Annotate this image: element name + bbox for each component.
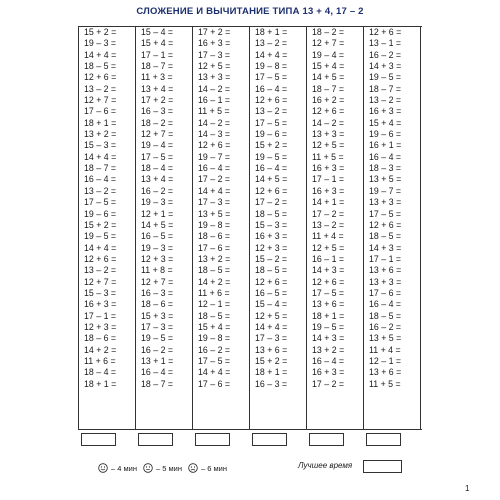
- exercise-item: 13 + 3 =: [198, 72, 231, 83]
- exercise-item: 18 – 3 =: [369, 163, 402, 174]
- exercise-item: 18 – 5 =: [255, 208, 288, 219]
- exercise-item: 17 – 5 =: [198, 355, 231, 366]
- exercise-item: 12 + 1 =: [141, 208, 174, 219]
- exercise-column: [136, 27, 193, 429]
- exercise-item: 19 – 7 =: [198, 151, 231, 162]
- exercise-item: 15 + 4 =: [141, 38, 174, 49]
- exercise-item: 16 – 4 =: [369, 151, 402, 162]
- exercise-item: 12 + 7 =: [84, 95, 117, 106]
- page-title: СЛОЖЕНИЕ И ВЫЧИТАНИЕ ТИПА 13 + 4, 17 – 2: [136, 6, 364, 17]
- exercise-item: 19 – 3 =: [141, 197, 174, 208]
- exercise-item: 15 + 4 =: [312, 61, 345, 72]
- exercise-item: 11 + 6 =: [84, 355, 116, 366]
- exercise-item: 12 + 6 =: [369, 219, 402, 230]
- exercise-item: 18 + 1 =: [84, 117, 117, 128]
- exercise-item: 18 – 7 =: [141, 378, 174, 389]
- time-box[interactable]: [309, 433, 344, 446]
- exercise-item: 12 + 7 =: [312, 38, 345, 49]
- exercise-item: 11 + 6 =: [198, 287, 230, 298]
- exercise-item: 12 + 3 =: [141, 253, 174, 264]
- exercise-item: 15 + 2 =: [255, 355, 288, 366]
- legend-item-fast: [98, 463, 137, 473]
- exercise-item: 11 + 4 =: [312, 231, 344, 242]
- exercise-item: 16 – 3 =: [255, 378, 288, 389]
- exercise-grid: [78, 26, 422, 430]
- exercise-item: 16 + 3 =: [198, 38, 231, 49]
- exercise-item: 12 + 5 =: [255, 310, 288, 321]
- legend-item-medium: [143, 463, 182, 473]
- exercise-item: 13 + 1 =: [141, 355, 174, 366]
- exercise-item: 14 + 4 =: [84, 242, 117, 253]
- exercise-column: [193, 27, 250, 429]
- exercise-item: 16 + 3 =: [312, 185, 345, 196]
- exercise-item: 11 + 4 =: [369, 344, 401, 355]
- exercise-item: 19 – 5 =: [84, 231, 117, 242]
- exercise-item: 14 – 2 =: [312, 117, 345, 128]
- exercise-item: 13 + 5 =: [369, 333, 402, 344]
- exercise-item: 16 – 4 =: [198, 163, 231, 174]
- exercise-item: 16 – 2 =: [369, 321, 402, 332]
- exercise-item: 19 – 5 =: [369, 72, 402, 83]
- exercise-item: 17 – 3 =: [198, 197, 231, 208]
- exercise-column: [79, 27, 136, 429]
- exercise-item: 13 – 1 =: [369, 38, 402, 49]
- exercise-item: 12 – 1 =: [198, 299, 231, 310]
- exercise-item: 19 – 3 =: [141, 242, 174, 253]
- page-number: 1: [465, 484, 470, 493]
- exercise-item: 12 + 7 =: [84, 276, 117, 287]
- exercise-item: 17 – 1 =: [369, 253, 402, 264]
- exercise-item: 13 + 6 =: [312, 299, 345, 310]
- exercise-item: 18 + 1 =: [312, 310, 345, 321]
- exercise-item: 19 – 7 =: [369, 185, 402, 196]
- exercise-item: 15 – 4 =: [141, 27, 174, 37]
- exercise-item: 15 + 3 =: [141, 310, 174, 321]
- exercise-item: 14 + 2 =: [198, 276, 231, 287]
- exercise-item: 16 + 3 =: [84, 299, 117, 310]
- exercise-item: 14 + 4 =: [198, 367, 231, 378]
- exercise-item: 19 – 6 =: [369, 129, 402, 140]
- exercise-item: 15 + 4 =: [369, 117, 402, 128]
- exercise-item: 16 – 4 =: [255, 163, 288, 174]
- exercise-item: 18 – 4 =: [84, 367, 117, 378]
- answer-boxes: [78, 433, 422, 447]
- exercise-item: 16 – 2 =: [369, 49, 402, 60]
- exercise-item: 18 – 4 =: [141, 163, 174, 174]
- exercise-item: 13 – 2 =: [84, 83, 117, 94]
- exercise-item: 18 – 5 =: [198, 265, 231, 276]
- exercise-item: 15 – 3 =: [84, 287, 117, 298]
- exercise-column: [307, 27, 364, 429]
- exercise-item: 15 + 2 =: [255, 140, 288, 151]
- exercise-item: 16 – 2 =: [141, 344, 174, 355]
- exercise-item: 14 + 3 =: [312, 333, 345, 344]
- exercise-item: 15 + 2 =: [84, 219, 117, 230]
- exercise-item: 12 + 6 =: [255, 185, 288, 196]
- exercise-item: 12 + 5 =: [198, 61, 231, 72]
- exercise-item: 18 – 5 =: [369, 310, 402, 321]
- exercise-item: 19 – 5 =: [141, 333, 174, 344]
- exercise-item: 12 + 6 =: [255, 95, 288, 106]
- exercise-item: 16 – 4 =: [312, 355, 345, 366]
- exercise-item: 18 – 7 =: [312, 83, 345, 94]
- exercise-item: 13 + 4 =: [141, 83, 174, 94]
- exercise-item: 17 – 6 =: [198, 242, 231, 253]
- exercise-item: 15 – 2 =: [255, 253, 288, 264]
- exercise-item: 13 + 5 =: [198, 208, 231, 219]
- exercise-item: 16 – 3 =: [141, 106, 174, 117]
- exercise-item: 17 – 1 =: [84, 310, 117, 321]
- time-box[interactable]: [195, 433, 230, 446]
- exercise-item: 13 + 3 =: [312, 129, 345, 140]
- exercise-item: 14 + 1 =: [312, 197, 345, 208]
- exercise-item: 17 – 1 =: [312, 174, 345, 185]
- exercise-item: 16 – 3 =: [141, 287, 174, 298]
- exercise-item: 13 + 2 =: [312, 344, 345, 355]
- exercise-item: 16 – 2 =: [198, 344, 231, 355]
- sad-face-icon: [188, 463, 198, 473]
- exercise-item: 13 – 2 =: [255, 38, 288, 49]
- exercise-item: 19 – 8 =: [198, 333, 231, 344]
- exercise-item: 18 – 6 =: [198, 231, 231, 242]
- exercise-item: 14 + 3 =: [369, 242, 402, 253]
- exercise-item: 18 – 7 =: [141, 61, 174, 72]
- exercise-item: 18 + 1 =: [255, 367, 288, 378]
- best-time-box[interactable]: [363, 460, 402, 473]
- exercise-item: 16 – 1 =: [198, 95, 231, 106]
- exercise-item: 14 – 3 =: [198, 129, 231, 140]
- exercise-item: 16 + 3 =: [369, 106, 402, 117]
- exercise-item: 19 – 5 =: [255, 151, 288, 162]
- exercise-item: 18 – 2 =: [312, 27, 345, 37]
- exercise-item: 14 + 4 =: [255, 49, 288, 60]
- exercise-item: 17 – 2 =: [255, 197, 288, 208]
- exercise-item: 14 + 5 =: [141, 219, 174, 230]
- exercise-item: 12 + 6 =: [198, 140, 231, 151]
- exercise-item: 12 + 5 =: [312, 242, 345, 253]
- best-time-label: Лучшее время: [298, 461, 353, 470]
- exercise-item: 17 – 5 =: [369, 208, 402, 219]
- exercise-item: 16 – 4 =: [141, 367, 174, 378]
- exercise-item: 16 + 2 =: [312, 95, 345, 106]
- exercise-item: 17 – 5 =: [84, 197, 117, 208]
- legend-label-medium: – 5 мин: [156, 463, 182, 473]
- exercise-item: 13 – 2 =: [255, 106, 288, 117]
- exercise-item: 14 + 4 =: [84, 151, 117, 162]
- exercise-item: 13 + 6 =: [369, 265, 402, 276]
- exercise-item: 15 – 3 =: [84, 140, 117, 151]
- exercise-item: 12 + 6 =: [312, 106, 345, 117]
- exercise-item: 16 + 3 =: [312, 367, 345, 378]
- exercise-item: 13 – 2 =: [84, 265, 117, 276]
- exercise-item: 16 + 3 =: [255, 231, 288, 242]
- exercise-item: 15 – 3 =: [255, 219, 288, 230]
- exercise-column: [250, 27, 307, 429]
- exercise-item: 13 + 2 =: [84, 129, 117, 140]
- exercise-item: 11 + 8 =: [141, 265, 173, 276]
- exercise-item: 15 + 4 =: [198, 321, 231, 332]
- exercise-item: 13 + 6 =: [369, 367, 402, 378]
- exercise-item: 17 – 6 =: [198, 378, 231, 389]
- exercise-item: 12 + 6 =: [255, 276, 288, 287]
- exercise-item: 17 – 6 =: [84, 106, 117, 117]
- exercise-item: 12 + 7 =: [141, 129, 174, 140]
- exercise-item: 14 + 2 =: [84, 344, 117, 355]
- exercise-item: 13 – 2 =: [84, 185, 117, 196]
- exercise-item: 14 + 4 =: [255, 321, 288, 332]
- exercise-item: 18 + 1 =: [255, 27, 288, 37]
- exercise-item: 16 – 4 =: [255, 83, 288, 94]
- exercise-item: 12 + 3 =: [255, 242, 288, 253]
- exercise-item: 19 – 6 =: [255, 129, 288, 140]
- exercise-item: 14 – 2 =: [198, 83, 231, 94]
- exercise-item: 18 – 5 =: [198, 310, 231, 321]
- exercise-item: 13 – 2 =: [369, 95, 402, 106]
- exercise-item: 11 + 5 =: [198, 106, 230, 117]
- time-box[interactable]: [252, 433, 287, 446]
- exercise-item: 15 – 4 =: [255, 299, 288, 310]
- exercise-item: 17 – 1 =: [141, 49, 174, 60]
- exercise-item: 19 – 8 =: [255, 61, 288, 72]
- exercise-item: 12 + 6 =: [84, 72, 117, 83]
- exercise-item: 12 – 1 =: [369, 355, 402, 366]
- exercise-item: 13 + 2 =: [198, 253, 231, 264]
- smile-face-icon: [98, 463, 108, 473]
- exercise-item: 19 – 8 =: [198, 219, 231, 230]
- legend-item-slow: [188, 463, 227, 473]
- exercise-item: 17 + 2 =: [141, 95, 174, 106]
- exercise-item: 17 – 2 =: [312, 378, 345, 389]
- exercise-item: 13 + 4 =: [141, 174, 174, 185]
- exercise-item: 16 – 5 =: [141, 231, 174, 242]
- exercise-item: 12 + 6 =: [312, 276, 345, 287]
- exercise-item: 14 + 4 =: [198, 185, 231, 196]
- time-legend: [98, 461, 233, 475]
- exercise-item: 18 – 5 =: [369, 231, 402, 242]
- exercise-item: 18 – 6 =: [84, 333, 117, 344]
- exercise-item: 17 – 3 =: [255, 333, 288, 344]
- time-box[interactable]: [81, 433, 116, 446]
- exercise-item: 12 + 5 =: [312, 140, 345, 151]
- exercise-item: 17 – 2 =: [312, 208, 345, 219]
- exercise-item: 17 – 5 =: [141, 151, 174, 162]
- exercise-item: 14 + 5 =: [312, 72, 345, 83]
- exercise-item: 14 – 2 =: [198, 117, 231, 128]
- exercise-item: 17 + 2 =: [198, 27, 231, 37]
- exercise-item: 13 – 2 =: [312, 219, 345, 230]
- exercise-item: 13 + 5 =: [369, 174, 402, 185]
- legend-label-fast: – 4 мин: [111, 463, 137, 473]
- exercise-item: 17 – 3 =: [198, 49, 231, 60]
- exercise-item: 17 – 5 =: [255, 72, 288, 83]
- exercise-item: 16 – 4 =: [84, 174, 117, 185]
- exercise-item: 13 + 3 =: [369, 276, 402, 287]
- exercise-item: 13 + 6 =: [255, 344, 288, 355]
- exercise-item: 12 + 3 =: [84, 321, 117, 332]
- exercise-item: 16 – 4 =: [369, 299, 402, 310]
- exercise-item: 18 – 5 =: [84, 61, 117, 72]
- exercise-item: 14 + 4 =: [84, 49, 117, 60]
- exercise-item: 11 + 5 =: [369, 378, 401, 389]
- exercise-item: 16 + 3 =: [312, 163, 345, 174]
- exercise-item: 14 + 3 =: [369, 61, 402, 72]
- exercise-item: 18 – 7 =: [84, 163, 117, 174]
- exercise-item: 16 – 2 =: [141, 185, 174, 196]
- exercise-item: 16 – 1 =: [312, 253, 345, 264]
- exercise-item: 19 – 4 =: [312, 49, 345, 60]
- exercise-item: 19 – 6 =: [84, 208, 117, 219]
- exercise-item: 17 – 3 =: [141, 321, 174, 332]
- exercise-item: 17 – 6 =: [369, 287, 402, 298]
- legend-label-slow: – 6 мин: [201, 463, 227, 473]
- exercise-item: 19 – 3 =: [84, 38, 117, 49]
- exercise-item: 17 – 2 =: [198, 174, 231, 185]
- exercise-item: 16 – 5 =: [255, 287, 288, 298]
- exercise-item: 18 – 5 =: [255, 265, 288, 276]
- exercise-item: 15 + 2 =: [84, 27, 117, 37]
- exercise-item: 12 + 6 =: [84, 253, 117, 264]
- exercise-item: 14 + 3 =: [312, 265, 345, 276]
- exercise-item: 12 + 7 =: [141, 276, 174, 287]
- exercise-item: 11 + 5 =: [312, 151, 344, 162]
- exercise-item: 19 – 5 =: [312, 321, 345, 332]
- neutral-face-icon: [143, 463, 153, 473]
- exercise-item: 18 – 2 =: [141, 117, 174, 128]
- exercise-item: 17 – 5 =: [312, 287, 345, 298]
- exercise-item: 17 – 5 =: [255, 117, 288, 128]
- exercise-item: 16 + 1 =: [369, 140, 402, 151]
- exercise-item: 13 + 3 =: [369, 197, 402, 208]
- time-box[interactable]: [366, 433, 401, 446]
- exercise-item: 18 + 1 =: [84, 378, 117, 389]
- exercise-item: 14 + 5 =: [255, 174, 288, 185]
- exercise-column: [364, 27, 421, 429]
- exercise-item: 11 + 3 =: [141, 72, 173, 83]
- time-box[interactable]: [138, 433, 173, 446]
- exercise-item: 18 – 6 =: [141, 299, 174, 310]
- exercise-item: 19 – 4 =: [141, 140, 174, 151]
- exercise-item: 12 + 6 =: [369, 27, 402, 37]
- exercise-item: 18 – 7 =: [369, 83, 402, 94]
